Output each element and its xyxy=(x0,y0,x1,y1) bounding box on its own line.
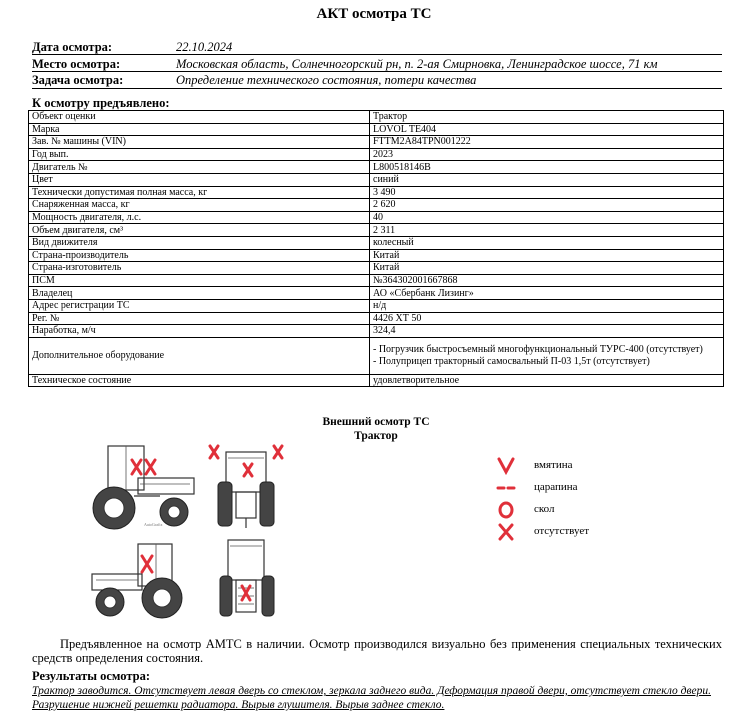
table-row xyxy=(29,249,724,262)
table-cell-label: Страна-изготовитель xyxy=(29,262,370,275)
legend-item-chip xyxy=(496,500,636,520)
table-cell-label: Адрес регистрации ТС xyxy=(29,299,370,312)
table-cell-value: 2 620 xyxy=(370,199,724,212)
legend-label: скол xyxy=(534,503,555,515)
date-value: 22.10.2024 xyxy=(176,40,233,54)
equipment-line: - Полуприцеп тракторный самосвальный П-03 1,5т (отсутствует) xyxy=(373,355,650,367)
table-cell-value: синий xyxy=(370,173,724,186)
table-cell-value: 4426 ХТ 50 xyxy=(370,312,724,325)
table-cell-value: 2 311 xyxy=(370,224,724,237)
place-label: Место осмотра: xyxy=(32,57,121,71)
missing-x-mark xyxy=(496,522,516,542)
missing-x-mark xyxy=(210,446,218,458)
table-cell-label: Мощность двигателя, л.с. xyxy=(29,211,370,224)
table-cell-value: АО «Сбербанк Лизинг» xyxy=(370,287,724,300)
legend-label: отсутствует xyxy=(534,525,590,537)
table-row xyxy=(29,161,724,174)
meta-divider xyxy=(32,54,722,55)
document-title: АКТ осмотра ТС xyxy=(316,6,432,22)
task-value: Определение технического состояния, потери качества xyxy=(176,73,477,87)
meta-divider xyxy=(32,88,722,89)
table-row xyxy=(29,262,724,275)
legend-label: вмятина xyxy=(534,459,573,471)
missing-x-mark xyxy=(274,446,282,458)
table-cell-value: №364302001667868 xyxy=(370,274,724,287)
table-cell-value: 3 490 xyxy=(370,186,724,199)
task-label: Задача осмотра: xyxy=(32,73,124,87)
table-cell-label: Дополнительное оборудование xyxy=(29,337,370,374)
table-row xyxy=(29,211,724,224)
legend-item-dent xyxy=(496,456,636,476)
table-cell-label: Год вып. xyxy=(29,148,370,161)
table-cell-label: Вид движителя xyxy=(29,236,370,249)
table-cell-value: Трактор xyxy=(370,111,724,124)
dent-v-mark xyxy=(496,456,516,476)
missing-x-mark xyxy=(244,464,252,476)
table-cell-label: Марка xyxy=(29,123,370,136)
table-cell-value: удовлетворительное xyxy=(370,374,724,387)
table-row xyxy=(29,325,724,338)
table-row xyxy=(29,136,724,149)
tractor-damage-diagram xyxy=(78,440,290,622)
table-row xyxy=(29,236,724,249)
inspection-title: Внешний осмотр ТС xyxy=(322,416,430,428)
results-header: Результаты осмотра: xyxy=(32,669,150,683)
table-row-extra-equipment xyxy=(29,337,724,374)
table-cell-value xyxy=(370,337,724,374)
table-cell-value: колесный xyxy=(370,236,724,249)
table-cell-label: Зав. № машины (VIN) xyxy=(29,136,370,149)
table-cell-value: Китай xyxy=(370,249,724,262)
table-cell-value: FTTM2A84TPN001222 xyxy=(370,136,724,149)
table-row xyxy=(29,111,724,124)
table-row xyxy=(29,173,724,186)
tractor-rear-view xyxy=(218,452,274,528)
legend-item-missing xyxy=(496,522,636,542)
table-row xyxy=(29,199,724,212)
table-cell-label: Двигатель № xyxy=(29,161,370,174)
missing-x-mark xyxy=(142,556,152,572)
table-row xyxy=(29,186,724,199)
table-row xyxy=(29,274,724,287)
table-row xyxy=(29,312,724,325)
equipment-line: - Погрузчик быстросъемный многофункциональный ТУРС-400 (отсутствует) xyxy=(373,344,703,356)
table-cell-label: Технически допустимая полная масса, кг xyxy=(29,186,370,199)
table-cell-label: Наработка, м/ч xyxy=(29,325,370,338)
table-cell-label: Техническое состояние xyxy=(29,374,370,387)
tractor-front-view xyxy=(220,540,274,616)
table-row xyxy=(29,287,724,300)
scratch-dash-mark xyxy=(496,478,516,498)
chip-o-mark xyxy=(496,500,516,520)
place-value: Московская область, Солнечногорский рн, п. 2-ая Смирновка, Ленинградское шоссе, 71 км xyxy=(176,57,658,71)
table-cell-label: Цвет xyxy=(29,173,370,186)
diagram-watermark: AutoGrafix xyxy=(144,522,163,527)
date-label: Дата осмотра: xyxy=(32,40,113,54)
table-cell-label: Объект оценки xyxy=(29,111,370,124)
inspection-subtitle: Трактор xyxy=(354,430,398,442)
damage-legend xyxy=(496,456,636,546)
table-row xyxy=(29,224,724,237)
table-row xyxy=(29,148,724,161)
tractor-side-view xyxy=(93,446,194,529)
table-cell-value: н/д xyxy=(370,299,724,312)
table-cell-value: 2023 xyxy=(370,148,724,161)
table-cell-label: Страна-производитель xyxy=(29,249,370,262)
vehicle-info-body xyxy=(29,111,724,387)
inspection-task-row xyxy=(32,73,722,89)
vehicle-info-table xyxy=(28,110,724,387)
table-cell-value: LOVOL TE404 xyxy=(370,123,724,136)
table-cell-label: Объем двигателя, см³ xyxy=(29,224,370,237)
table-cell-label: Владелец xyxy=(29,287,370,300)
legend-label: царапина xyxy=(534,481,578,493)
results-text: Трактор заводится. Отсутствует левая дверь со стеклом, зеркала заднего вида. Деформация правой двери, отсутствует стекло двери. Разрушение нижней решетки радиатора. Вырыв глушителя. Вырыв заднее стекло. xyxy=(32,685,711,711)
table-cell-value: 324,4 xyxy=(370,325,724,338)
table-cell-value: 40 xyxy=(370,211,724,224)
table-cell-label: Снаряженная масса, кг xyxy=(29,199,370,212)
tractor-side-view-opposite xyxy=(92,544,182,618)
legend-item-scratch xyxy=(496,478,636,498)
meta-divider xyxy=(32,71,722,72)
table-cell-label: Рег. № xyxy=(29,312,370,325)
table-cell-label: ПСМ xyxy=(29,274,370,287)
presented-header: К осмотру предъявлено: xyxy=(32,96,170,110)
table-row-tech-state xyxy=(29,374,724,387)
inspection-paragraph: Предъявленное на осмотр АМТС в наличии. Осмотр производился визуально без применения специальных технических средств определения состояния. xyxy=(32,637,722,665)
table-row xyxy=(29,299,724,312)
table-row xyxy=(29,123,724,136)
table-cell-value: L800518146B xyxy=(370,161,724,174)
table-cell-value: Китай xyxy=(370,262,724,275)
